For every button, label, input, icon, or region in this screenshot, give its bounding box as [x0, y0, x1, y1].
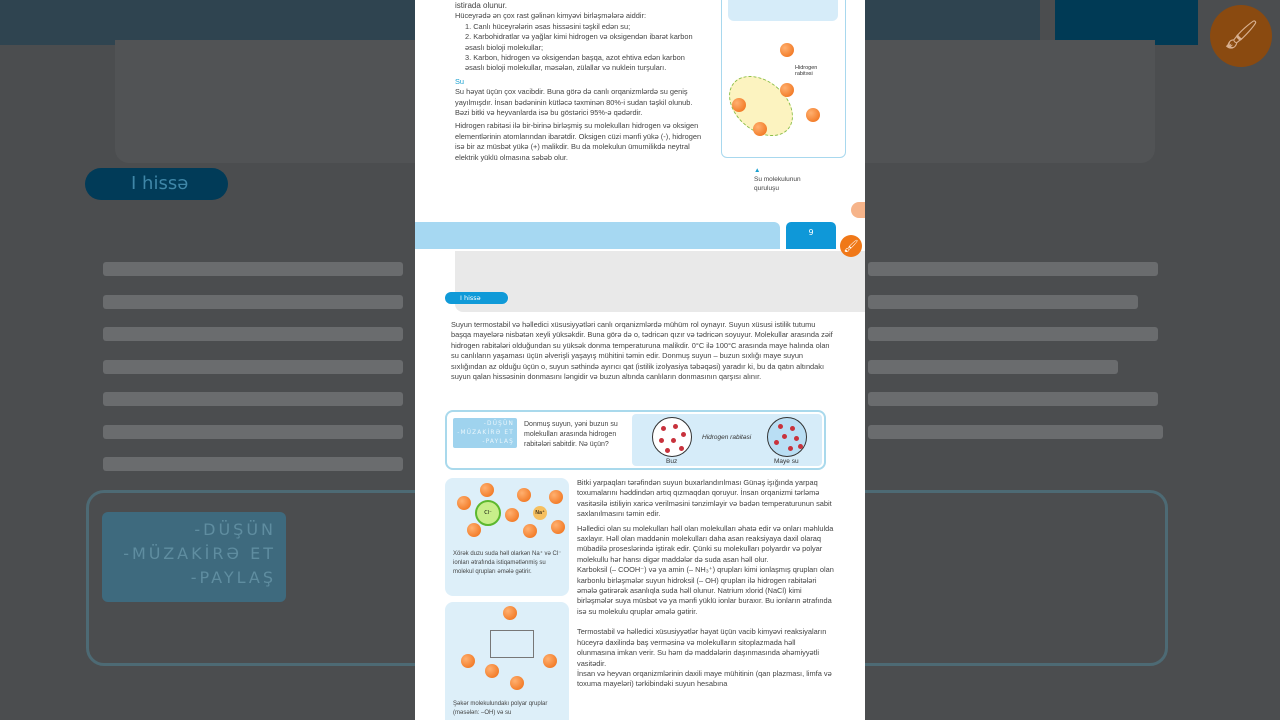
sugar-figure: [445, 602, 569, 720]
molecule-dot: [671, 438, 676, 443]
bg-tag-line: -MÜZAKİRƏ ET: [123, 544, 276, 563]
molecule-dot: [788, 446, 793, 451]
water-molecule: [503, 606, 517, 620]
tag-line: -DÜŞÜN: [483, 421, 514, 427]
water-molecule: [523, 524, 537, 538]
water-molecule: [510, 676, 524, 690]
textbook-page: [415, 0, 865, 720]
bg-text-line: [868, 425, 1163, 439]
list-item: 2. Karbohidratlar və yağlar kimi hidrogen və oksigendən ibarət karbon əsaslı bioloji molekullar;: [465, 32, 693, 52]
water-molecule: [480, 483, 494, 497]
water-molecule: [485, 664, 499, 678]
page-gap: [455, 251, 865, 312]
water-molecule: [806, 108, 820, 122]
hydrogen-bond-label: Hidrogen rabitəsi: [795, 65, 818, 77]
tag-line: -PAYLAŞ: [482, 439, 514, 445]
molecule-dot: [774, 440, 779, 445]
molecule-dot: [679, 446, 684, 451]
bg-text-line: [868, 392, 1158, 406]
water-molecule: [549, 490, 563, 504]
section-pill: I hissə: [445, 292, 508, 304]
water-molecule: [467, 523, 481, 537]
bg-text-line: [103, 360, 403, 374]
bg-section-pill: I hissə: [85, 168, 228, 200]
triangle-icon: ▲: [754, 167, 761, 174]
figure-caption: [754, 166, 824, 193]
collapsed-tab[interactable]: [851, 202, 865, 218]
bg-tag-line: -PAYLAŞ: [190, 568, 276, 587]
su-paragraph-1: Su həyat üçün çox vacibdir. Buna görə də canlı orqanizmlərdə su geniş yayılmışdır. İnsan bədəninin kütləcə təxminən 80%-i sudan təşkil olunub. Bəzi bitki və heyvanlarda isə bu göstərici 95%-ə qədərdir.: [455, 87, 693, 118]
compound-list: [455, 22, 705, 74]
ice-label: Buz: [666, 458, 678, 465]
main-paragraph: Suyun termostabil və həlledici xüsusiyyətləri canlı orqanizmlərdə mühüm rol oynayır. Suyun xüsusi istilik tutumu başqa mayelərə nisbətən xeyli yüksəkdir. Buna görə də o, tədricən qızır və tədricən soyuyur. Molekullar arasında zəif hidrogen rabitələri olduğundan su yüksək donma temperaturuna malikdir. 0°C ilə 100°C arasında maye halında olan su canlıların yaşaması üçün əlverişli yaşayış mühitini təmin edir. Donmuş suyun – buzun sıxlığı maye suyun sıxlığından az olduğu üçün o, suyun səthində ayırıcı qat (istilik izolyasiya təbəqəsi) yaradır ki, bu da qatın altındakı suyun qalan hissəsinin donmasını ləngidir və buzun altında canlıların donmasının qarşısı alınır.: [451, 320, 833, 382]
bg-text-line: [868, 295, 1138, 309]
paragraph: Bitki yarpaqları tərəfindən suyun buxarlandırılması Günəş işığında yarpaq toxumalarını həddindən artıq qızmaqdan qoruyur. İnsan orqanizmi tərləmə vasitəsilə istiliyin xaricə verilməsini tənzimləyir və bədən temperaturunun sabit saxlanılmasını təmin edir.: [577, 478, 832, 519]
liquid-label: Maye su: [774, 458, 799, 465]
water-molecule: [461, 654, 475, 668]
bg-text-line: [103, 457, 403, 471]
water-molecule: [543, 654, 557, 668]
water-molecule: [780, 43, 794, 57]
water-molecule: [753, 122, 767, 136]
ice-circle: [652, 417, 692, 457]
bg-page-number: [1055, 0, 1198, 45]
caption-text: Su molekulunun quruluşu: [754, 176, 801, 192]
paragraph: Karboksil (– COOH⁻) və ya amin (– NH₃⁺) qrupları kimi ionlaşmış qrupları olan karbonlu birləşmələr suyun hidroksil (– OH) qrupları ilə hidrogen rabitələri əmələ gətirərək asanlıqla suda həll olunur. Natrium xlorid (NaCl) kimi birləşmələr suya müsbət və ya mənfi yüklü ionlar buraxır. Bu ionların ətrafında isə su molekulu qruplar əmələ gətirir.: [577, 565, 834, 616]
brush-button[interactable]: [840, 235, 862, 257]
su-paragraph-2: Hidrogen rabitəsi ilə bir-birinə birləşmiş su molekulları hidrogen və oksigen elementlərinin atomlarından ibarətdir. Oksigen cüzi mənfi yükə (-), hidrogen isə bir az müsbət yükə (+) malikdir. Bu da molekulun ümumilikdə neytral elektrik yüklü olmasına səbəb olur.: [455, 121, 702, 162]
page-number: 9: [786, 222, 836, 249]
bg-header-left: [0, 0, 415, 45]
think-tag: [453, 418, 517, 448]
tag-line: -MÜZAKİRƏ ET: [457, 430, 514, 436]
molecule-dot: [798, 444, 803, 449]
bg-think-tag: [102, 512, 286, 602]
sugar-ring: [490, 630, 534, 658]
molecule-dot: [794, 436, 799, 441]
list-intro: Hüceyrədə ən çox rast gəlinən kimyəvi birləşmələrə aiddir:: [455, 11, 647, 21]
molecule-dot: [681, 432, 686, 437]
molecule-dot: [661, 426, 666, 431]
bg-text-line: [868, 360, 1118, 374]
sugar-caption: Şəkər molekulundakı polyar qruplar (məsələn: –OH) və su: [453, 701, 548, 716]
bg-text-line: [868, 327, 1158, 341]
think-question: Donmuş suyun, yəni buzun su molekulları arasında hidrogen rabitələri sabitdir. Nə üçün?: [524, 421, 618, 448]
cl-ion: Cl⁻: [475, 500, 501, 526]
water-structure-figure: [721, 0, 846, 158]
su-heading: Su: [455, 76, 465, 86]
bg-text-line: [103, 425, 403, 439]
right-column: [577, 478, 835, 694]
water-molecule: [517, 488, 531, 502]
list-item: 3. Karbon, hidrogen və oksigendən başqa, azot ehtiva edən karbon əsaslı bioloji molekullar, məsələn, zülallar və nuklein turşuları.: [465, 53, 685, 73]
think-discuss-box: [445, 410, 826, 470]
intro-tail: istirada olunur.: [455, 1, 508, 10]
molecule-dot: [665, 448, 670, 453]
paragraph: Termostabil və həlledici xüsusiyyətlər həyat üçün vacib kimyəvi reaksiyaların hüceyrə daxilində baş verməsinə və molekulların sitoplazmada həll olunmasına imkan verir. Su həm də maddələrin daşınmasında əhəmiyyətli vasitədir.: [577, 627, 827, 668]
molecule-dot: [790, 426, 795, 431]
hbond-label: Hidrogen rabitəsi: [702, 434, 752, 441]
bg-text-line: [103, 295, 403, 309]
page-footer-bar: [415, 222, 780, 249]
water-molecule: [732, 98, 746, 112]
water-molecule: [551, 520, 565, 534]
molecule-dot: [778, 424, 783, 429]
figure-top-panel: [728, 0, 838, 21]
na-ion: Na⁺: [533, 506, 547, 520]
bg-text-line: [868, 262, 1158, 276]
molecule-dot: [659, 438, 664, 443]
paragraph: İnsan və heyvan orqanizmlərinin daxili maye mühitinin (qan plazması, limfa və toxuma mayeləri) tərkibindəki suyun hesabına: [577, 668, 832, 689]
list-item: 1. Canlı hüceyrələrin əsas hissəsini təşkil edən su;: [465, 21, 631, 31]
bg-text-line: [103, 327, 403, 341]
bg-brush-button: 🖌: [1210, 5, 1272, 67]
salt-caption: Xörək duzu suda həll olarkən Na⁺ və Cl⁻ ionları ətrafında istiqamətlənmiş su molekul qrupları əmələ gətirir.: [453, 551, 562, 575]
bg-header-right: [865, 0, 1040, 45]
molecule-dot: [673, 424, 678, 429]
water-molecule: [457, 496, 471, 510]
water-molecule: [505, 508, 519, 522]
bg-tag-line: -DÜŞÜN: [194, 520, 276, 539]
molecule-dot: [782, 434, 787, 439]
water-molecule: [780, 83, 794, 97]
paragraph: Həlledici olan su molekulları həll olan molekulları əhatə edir və onları məhlulda saxlayır. Həll olan maddənin molekulları daha asan reaksiyaya daxil olaraq mübadilə proseslərində iştirak edir. Çünki su molekulları polyardır və polyar molekullu hər hansı digər maddələr də suda asan həll olur.: [577, 523, 834, 564]
salt-figure: [445, 478, 569, 596]
liquid-circle: [767, 417, 807, 457]
bg-text-line: [103, 262, 403, 276]
brush-icon: 🖌: [843, 239, 859, 253]
ice-vs-liquid-figure: [632, 414, 822, 466]
intro-section: [455, 1, 705, 163]
bg-text-line: [103, 392, 403, 406]
